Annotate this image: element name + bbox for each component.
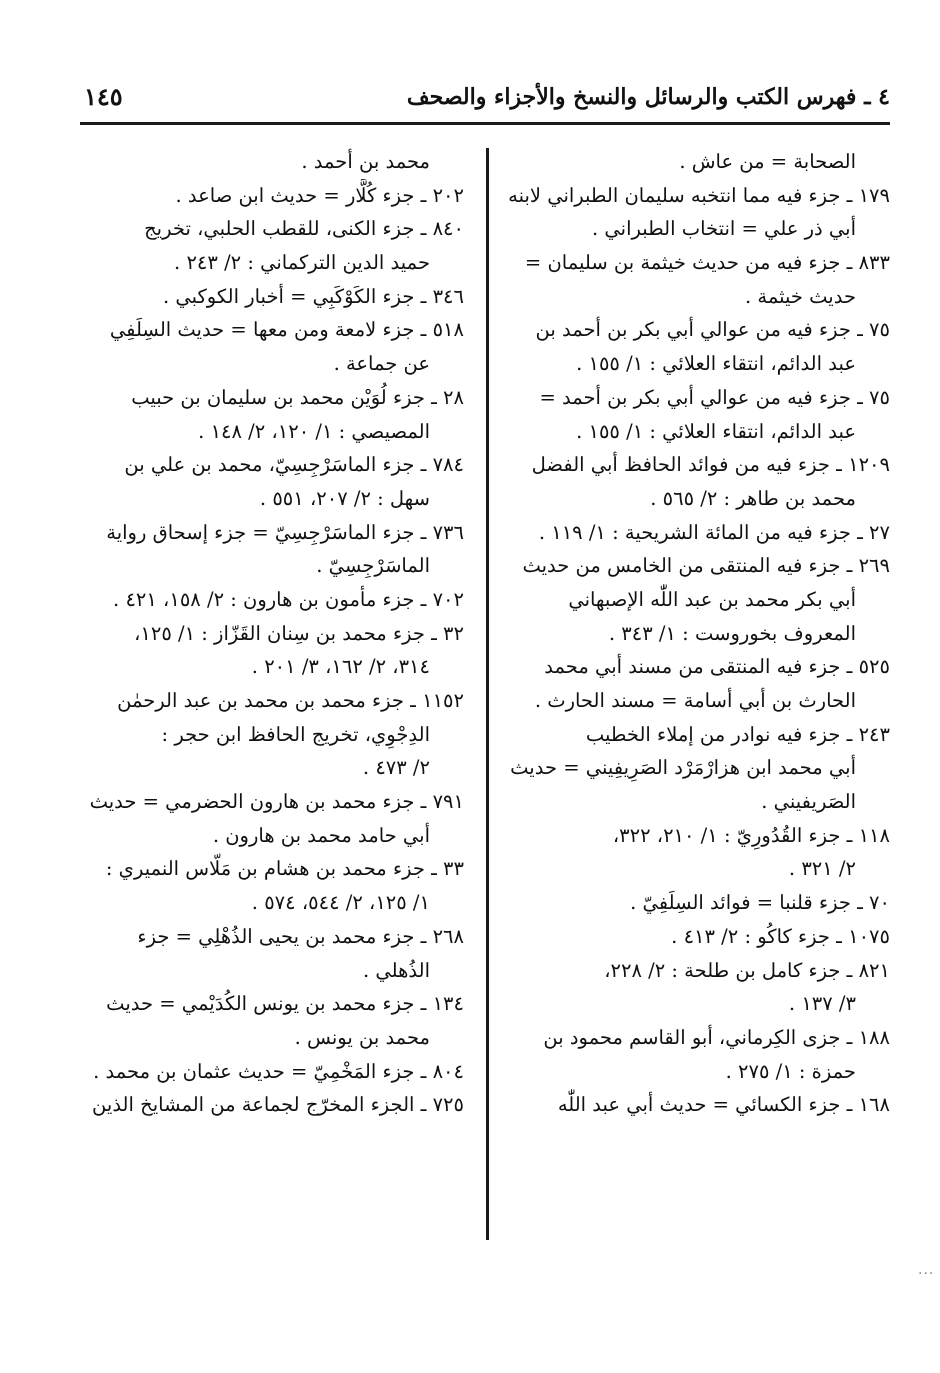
running-title: ٤ ـ فهرس الكتب والرسائل والنسخ والأجزاء والصحف — [406, 84, 890, 110]
index-entry-continuation: أبي محمد ابن هزارْمَرْد الصَرِيفِيني = حديث — [510, 756, 856, 780]
index-entry-continuation: أبي حامد محمد بن هارون . — [212, 823, 430, 847]
index-entry-continuation: محمد بن طاهر : ٢/ ٥٦٥ . — [650, 486, 856, 510]
index-entry: ٥١٨ ـ جزء لامعة ومن معها = حديث السِلَفِي — [109, 318, 464, 342]
index-entry: ٧٠٢ ـ جزء مأمون بن هارون : ٢/ ١٥٨، ٤٢١ . — [113, 587, 464, 611]
index-entry: ٧٣٦ ـ جزء الماسَرْجِسِيّ = جزء إسحاق رواية — [106, 520, 464, 544]
index-entry-continuation: ٢/ ٤٧٣ . — [362, 756, 430, 780]
index-entry-continuation: المعروف بخوروست : ١/ ٣٤٣ . — [608, 621, 856, 645]
index-entry: ٨٣٣ ـ جزء فيه من حديث خيثمة بن سليمان = — [524, 251, 890, 275]
index-entry: ٧٩١ ـ جزء محمد بن هارون الحضرمي = حديث — [89, 790, 464, 814]
index-entry: ٣٣ ـ جزء محمد بن هشام بن مَلّاس النميري : — [105, 857, 464, 881]
page-header — [80, 82, 890, 125]
index-entry-continuation: محمد بن أحمد . — [301, 150, 430, 173]
index-entry-continuation: الدِجْوِي، تخريج الحافظ ابن حجر : — [161, 722, 430, 746]
index-entry-continuation: الحارث بن أبي أسامة = مسند الحارث . — [534, 689, 856, 712]
page-number: ١٤٥ — [84, 82, 123, 111]
index-entry: ١١٨ ـ جزء القُدُورِيّ : ١/ ٢١٠، ٣٢٢، — [612, 823, 890, 847]
index-entry-continuation: عبد الدائم، انتقاء العلائي : ١/ ١٥٥ . — [576, 352, 856, 376]
index-entry: ٣٢ ـ جزء محمد بن سِنان القَزّاز : ١/ ١٢٥، — [134, 621, 464, 645]
index-entry: ١٣٤ ـ جزء محمد بن يونس الكُدَيْمي = حديث — [106, 992, 464, 1016]
index-entry: ٧٥ ـ جزء فيه من عوالي أبي بكر بن أحمد = — [539, 385, 890, 409]
index-entry: ٧٢٥ ـ الجزء المخرّج لجماعة من المشايخ الذين — [92, 1093, 464, 1117]
index-entry: ١١٥٢ ـ جزء محمد بن محمد بن عبد الرحمٰن — [117, 689, 464, 712]
index-entry: ٥٢٥ ـ جزء فيه المنتقى من مسند أبي محمد — [544, 655, 890, 679]
index-entry-continuation: الصحابة = من عاش . — [679, 150, 856, 173]
index-entry: ١٧٩ ـ جزء فيه مما انتخبه سليمان الطبراني لابنه — [508, 183, 890, 207]
page-edge-mark: ... — [918, 1262, 935, 1278]
index-entry-continuation: ٣١٤، ٢/ ١٦٢، ٣/ ٢٠١ . — [251, 655, 430, 679]
index-entry-continuation: حميد الدين التركماني : ٢/ ٢٤٣ . — [174, 251, 430, 275]
index-entry: ١٠٧٥ ـ جزء كاكُو : ٢/ ٤١٣ . — [671, 924, 890, 948]
index-entry: ٧٠ ـ جزء قلنبا = فوائد السِلَفِيّ . — [630, 891, 890, 915]
index-entry: ٢٧ ـ جزء فيه من المائة الشريحية : ١/ ١١٩ . — [538, 520, 890, 544]
column-divider — [486, 148, 489, 1240]
index-entry-continuation: الذُهلي . — [363, 958, 430, 982]
index-entry-continuation: الماسَرْجِسِيّ . — [316, 554, 430, 578]
index-entry-continuation: ٢/ ٣٢١ . — [788, 857, 856, 881]
index-entry: ٢٦٩ ـ جزء فيه المنتقى من الخامس من حديث — [522, 554, 890, 578]
index-entry: ٨٢١ ـ جزء كامل بن طلحة : ٢/ ٢٢٨، — [604, 958, 890, 982]
index-entry: ٧٥ ـ جزء فيه من عوالي أبي بكر بن أحمد بن — [535, 318, 890, 342]
index-entry-continuation: ٣/ ١٣٧ . — [788, 992, 856, 1016]
index-entry-continuation: عن جماعة . — [333, 352, 430, 376]
index-entry-continuation: الصَريفيني . — [761, 790, 856, 814]
left-column — [82, 145, 464, 1122]
index-entry: ١٢٠٩ ـ جزء فيه من فوائد الحافظ أبي الفضل — [531, 453, 890, 477]
index-entry: ٢٨ ـ جزء لُوَيْن محمد بن سليمان بن حبيب — [131, 385, 464, 409]
index-entry-continuation: عبد الدائم، انتقاء العلائي : ١/ ١٥٥ . — [576, 419, 856, 443]
index-entry-continuation: حديث خيثمة . — [744, 284, 856, 308]
index-entry: ٢٠٢ ـ جزء كُلَّار = حديث ابن صاعد . — [175, 183, 464, 207]
index-entry: ١٦٨ ـ جزء الكسائي = حديث أبي عبد اللّٰه — [557, 1093, 890, 1117]
index-entry: ١٨٨ ـ جزى الكِرماني، أبو القاسم محمود بن — [543, 1025, 890, 1049]
index-entry-continuation: المصيصي : ١/ ١٢٠، ٢/ ١٤٨ . — [198, 419, 430, 443]
index-entry-continuation: أبي بكر محمد بن عبد اللّٰه الإصبهاني — [568, 587, 856, 611]
index-entry: ٣٤٦ ـ جزء الكَوْكَبِي = أخبار الكوكبي . — [162, 284, 464, 308]
index-entry: ٢٤٣ ـ جزء فيه نوادر من إملاء الخطيب — [585, 722, 890, 746]
index-entry: ٨٠٤ ـ جزء المَخْمِيّ = حديث عثمان بن محمد . — [93, 1059, 464, 1083]
index-entry-continuation: محمد بن يونس . — [294, 1025, 430, 1049]
index-entry-continuation: أبي ذر علي = انتخاب الطبراني . — [592, 217, 856, 241]
index-entry: ٢٦٨ ـ جزء محمد بن يحيى الذُهْلِي = جزء — [137, 924, 464, 948]
index-entry-continuation: حمزة : ١/ ٢٧٥ . — [725, 1059, 856, 1083]
index-entry-continuation: سهل : ٢/ ٢٠٧، ٥٥١ . — [259, 486, 430, 510]
right-column — [508, 145, 890, 1122]
index-entry: ٨٤٠ ـ جزء الكنى، للقطب الحلبي، تخريج — [144, 217, 464, 241]
index-entry: ٧٨٤ ـ جزء الماسَرْجِسِيّ، محمد بن علي بن — [124, 453, 464, 477]
index-entry-continuation: ١/ ١٢٥، ٢/ ٥٤٤، ٥٧٤ . — [251, 891, 430, 915]
